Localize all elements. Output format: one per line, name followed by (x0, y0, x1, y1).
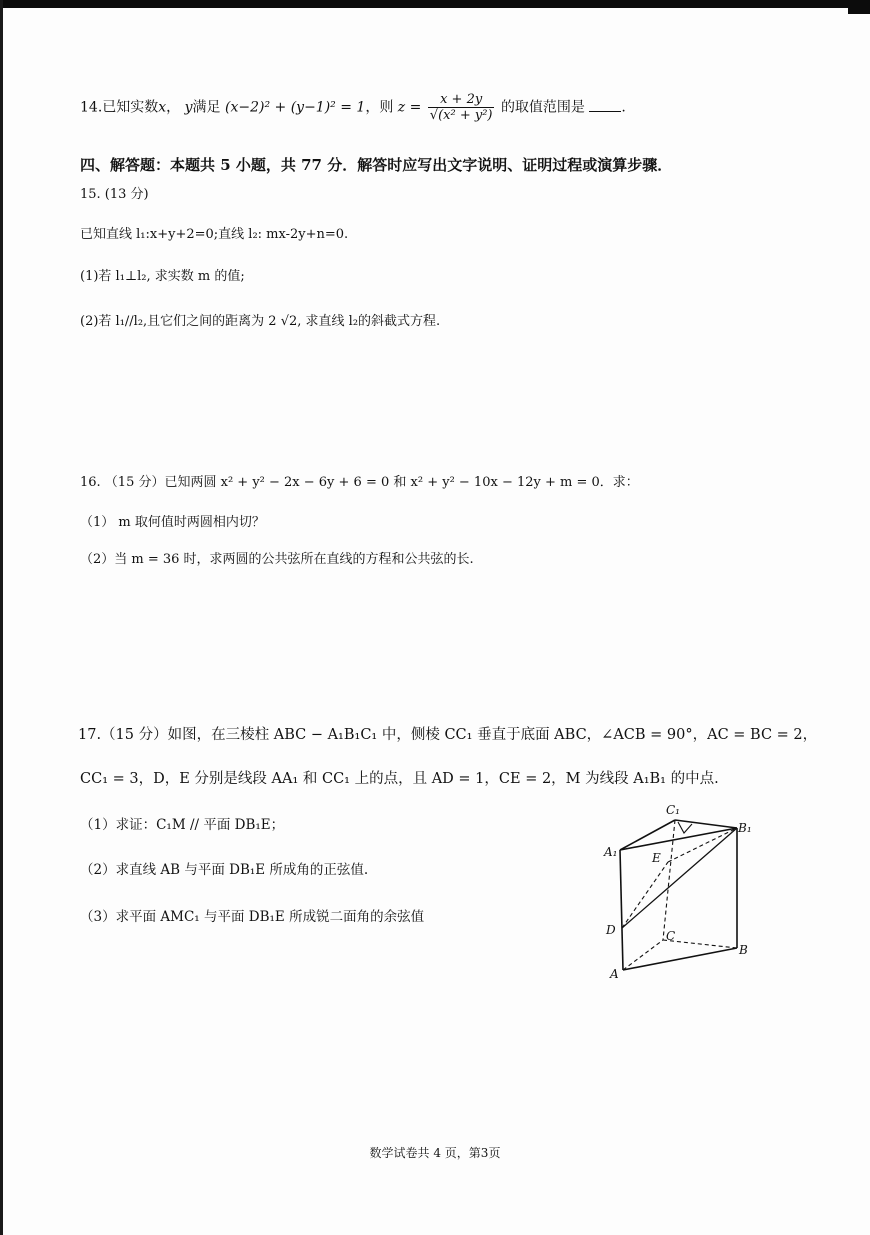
question-15-part1: (1)若 l₁⊥l₂, 求实数 m 的值; (80, 269, 245, 284)
question-16-part2: （2）当 m = 36 时，求两圆的公共弦所在直线的方程和公共弦的长. (80, 552, 474, 567)
question-15-part2: (2)若 l₁//l₂,且它们之间的距离为 2 √2, 求直线 l₂的斜截式方程. (80, 314, 441, 329)
question-15-given: 已知直线 l₁:x+y+2=0;直线 l₂: mx-2y+n=0. (80, 227, 349, 242)
label-b1: B₁ (738, 821, 752, 835)
question-17-line1: 17.（15 分）如图，在三棱柱 ABC − A₁B₁C₁ 中，侧棱 CC₁ 垂直于底面 ABC，∠ACB = 90°，AC = BC = 2， (78, 727, 818, 743)
scan-border-top (0, 0, 870, 8)
scan-corner-mark (848, 0, 870, 14)
circle-equation: (x−2)² + (y−1)² = 1 (225, 99, 366, 116)
label-d: D (606, 923, 616, 937)
question-17-part1: （1）求证：C₁M // 平面 DB₁E； (80, 817, 285, 833)
scan-border-left (0, 0, 3, 1235)
answer-blank (589, 111, 621, 112)
edge-c1-b1 (675, 820, 737, 828)
edge-a1-a (620, 850, 623, 970)
question-17-part2: （2）求直线 AB 与平面 DB₁E 所成角的正弦值. (80, 862, 369, 878)
segment-d-b1 (622, 828, 737, 928)
edge-a-b (623, 948, 737, 970)
edge-c1-c-hidden (663, 820, 675, 940)
fraction-numerator: x + 2y (428, 92, 495, 108)
question-15-head: 15. (13 分) (80, 187, 149, 202)
segment-d-e-hidden (622, 862, 668, 928)
label-c: C (666, 929, 676, 943)
page-footer: 数学试卷共 4 页，第3页 (369, 1146, 501, 1160)
question-14: 14.已知实数x， y满足 (x−2)² + (y−1)² = 1，则 z = $\frac{x + 2y}{\text{√(x² + y²)}}$ 的取值范围是 . (80, 92, 626, 123)
label-c1: C₁ (666, 803, 680, 817)
edge-a1-b1 (620, 828, 737, 850)
label-a1: A₁ (604, 845, 618, 859)
question-17-line2: CC₁ = 3，D，E 分别是线段 AA₁ 和 CC₁ 上的点，且 AD = 1，CE = 2，M 为线段 A₁B₁ 的中点. (80, 771, 719, 787)
label-a: A (610, 967, 619, 981)
section-heading: 四、解答题：本题共 5 小题，共 77 分．解答时应写出文字说明、证明过程或演算步骤． (80, 156, 673, 174)
question-16-head: 16. （15 分）已知两圆 x² + y² − 2x − 6y + 6 = 0 和 x² + y² − 10x − 12y + m = 0．求： (80, 475, 639, 490)
prism-figure (600, 800, 770, 985)
segment-e-b1-hidden (668, 828, 737, 862)
midpoint-mark (678, 822, 692, 833)
question-16-part1: （1） m 取何值时两圆相内切？ (80, 515, 265, 530)
label-b: B (739, 943, 748, 957)
fraction (428, 92, 495, 123)
question-17-part3: （3）求平面 AMC₁ 与平面 DB₁E 所成锐二面角的余弦值 (80, 909, 425, 925)
fraction-denominator: √(x² + y²) (429, 108, 493, 123)
label-e: E (652, 851, 661, 865)
